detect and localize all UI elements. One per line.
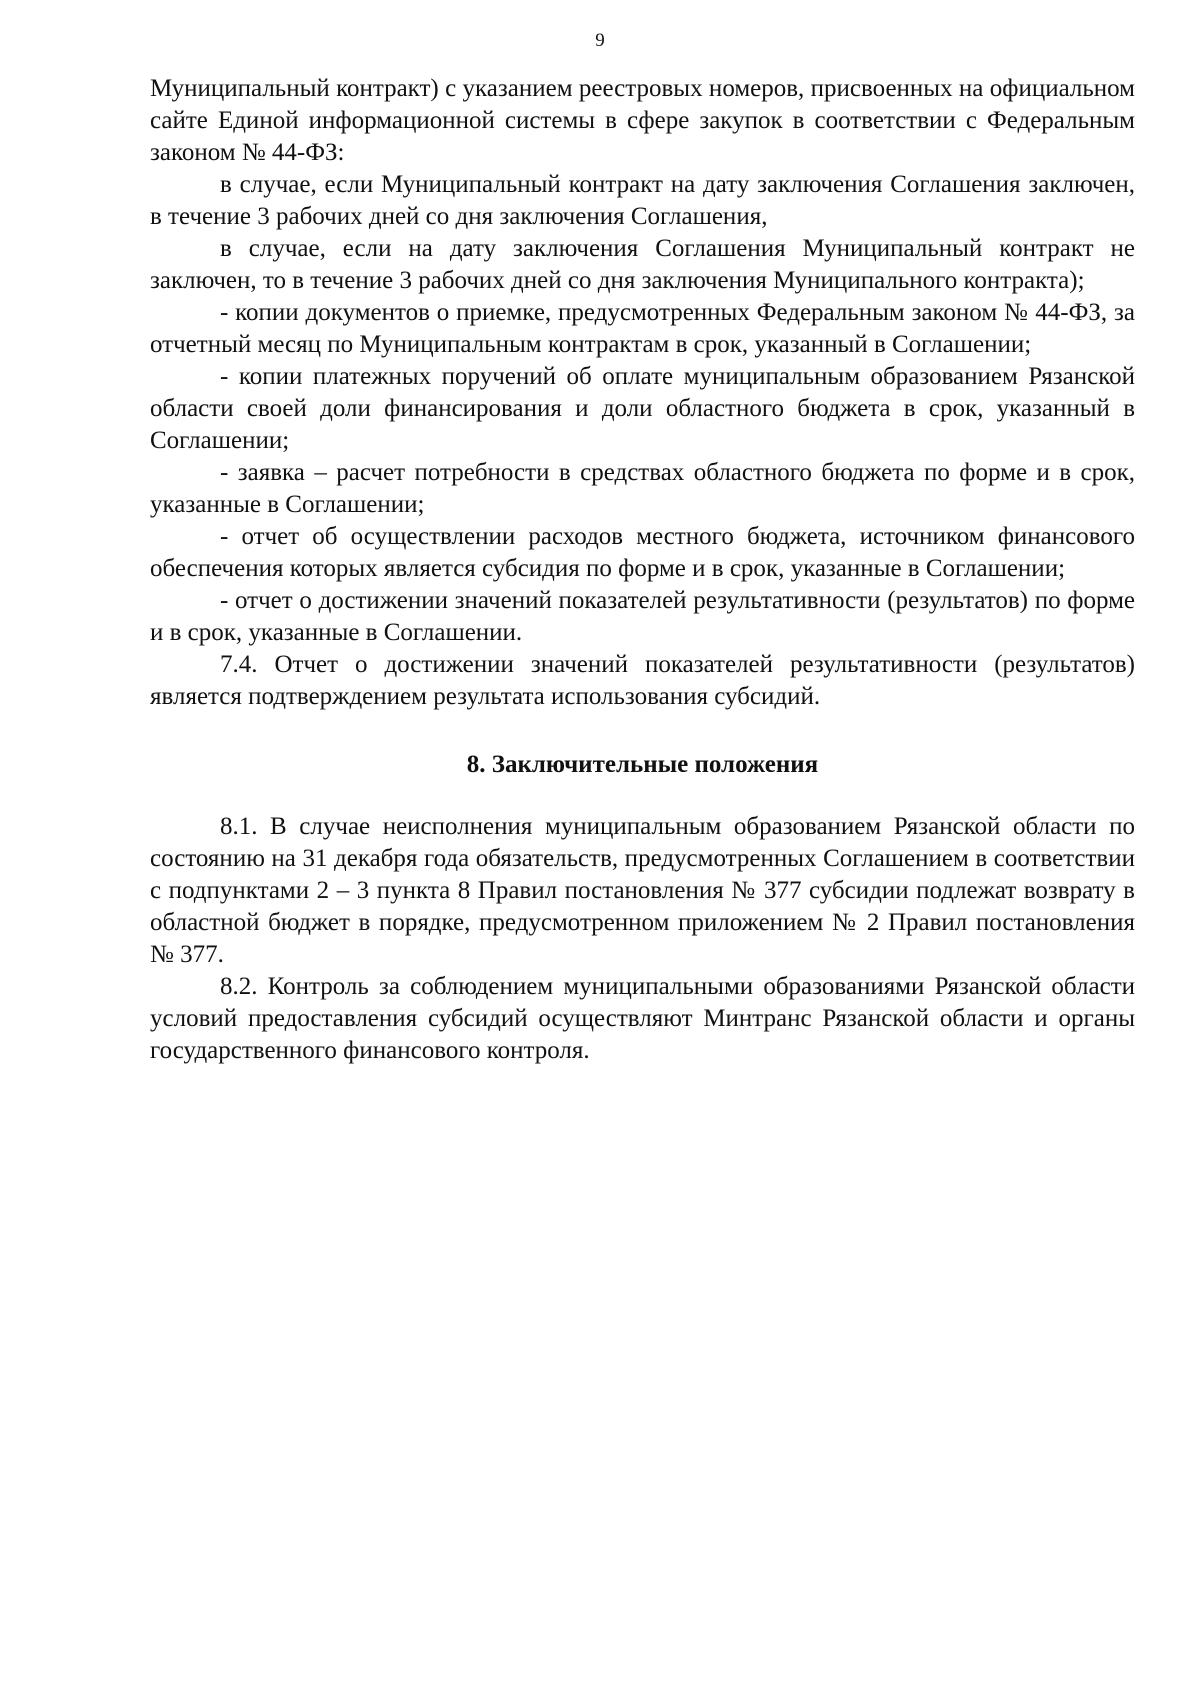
document-body — [150, 73, 1135, 1067]
paragraph-8-1: 8.1. В случае неисполнения муниципальным образованием Рязанской области по состоянию на 31 декабря года обязательств, предусмотренных Соглашением в соответствии с подпунктами 2 – 3 пункта 8 Правил постановления № 377 субсидии подлежат возврату в областной бюджет в порядке, предусмотренном приложением № 2 Правил постановления № 377. — [150, 813, 1135, 968]
paragraph-performance-report: - отчет о достижении значений показателей результативности (результатов) по форме и в срок, указанные в Соглашении. — [150, 587, 1135, 646]
paragraph-contract-concluded: в случае, если Муниципальный контракт на дату заключения Соглашения заключен, в течение 3 рабочих дней со дня заключения Соглашения, — [150, 171, 1135, 230]
paragraph-contract-not-concluded: в случае, если на дату заключения Соглашения Муниципальный контракт не заключен, то в течение 3 рабочих дней со дня заключения Муниципального контракта); — [150, 235, 1135, 294]
paragraph-8-2: 8.2. Контроль за соблюдением муниципальными образованиями Рязанской области условий предоставления субсидий осуществляют Минтранс Рязанской области и органы государственного финансового контроля. — [150, 973, 1135, 1064]
page-number: 9 — [595, 30, 605, 51]
paragraph-payment-orders: - копии платежных поручений об оплате муниципальным образованием Рязанской области своей доли финансирования и доли областного бюджета в срок, указанный в Соглашении; — [150, 363, 1135, 454]
paragraph-expense-report: - отчет об осуществлении расходов местного бюджета, источником финансового обеспечения которых является субсидия по форме и в срок, указанные в Соглашении; — [150, 523, 1135, 582]
paragraph-funding-request: - заявка – расчет потребности в средствах областного бюджета по форме и в срок, указанные в Соглашении; — [150, 459, 1135, 518]
paragraph-7-4: 7.4. Отчет о достижении значений показателей результативности (результатов) является подтверждением результата использования субсидий. — [150, 651, 1135, 710]
paragraph-contract-registry: Муниципальный контракт) с указанием реестровых номеров, присвоенных на официальном сайте Единой информационной системы в сфере закупок в соответствии с Федеральным законом № 44-ФЗ: — [150, 75, 1135, 166]
paragraph-acceptance-documents: - копии документов о приемке, предусмотренных Федеральным законом № 44-ФЗ, за отчетный месяц по Муниципальным контрактам в срок, указанный в Соглашении; — [150, 299, 1135, 358]
section-heading-final-provisions: 8. Заключительные положения — [466, 751, 819, 778]
